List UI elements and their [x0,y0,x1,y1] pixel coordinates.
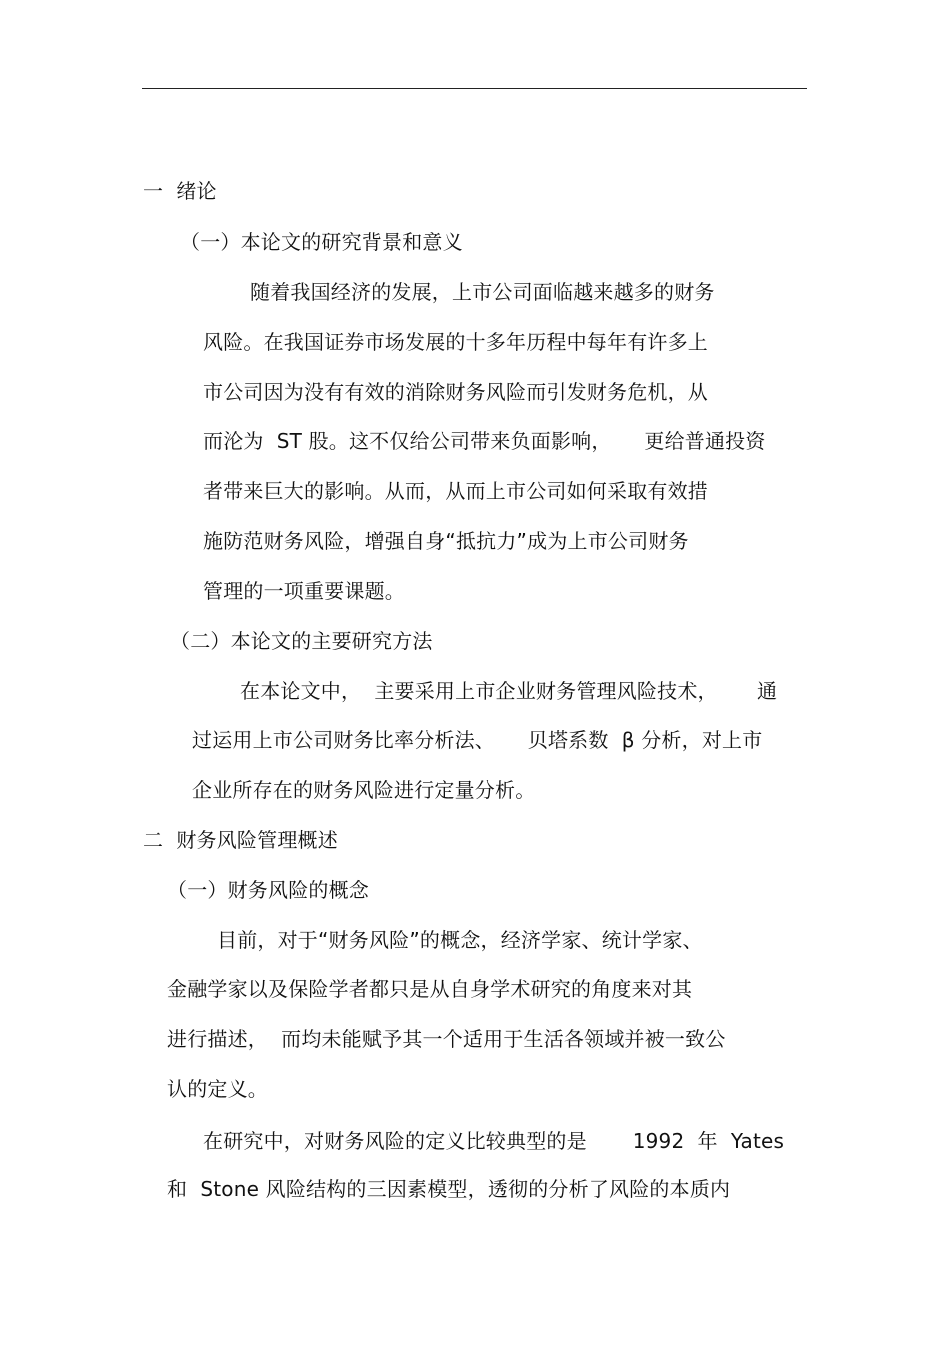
section-heading: 二 财务风险管理概述 [143,828,338,852]
paragraph-line: 管理的一项重要课题。 [203,579,405,603]
paragraph-line: 施防范财务风险，增强自身“抵抗力”成为上市公司财务 [203,529,689,553]
paragraph-line: 过运用上市公司财务比率分析法、 贝塔系数 β 分析，对上市 [192,728,763,752]
paragraph-line: 在本论文中， 主要采用上市企业财务管理风险技术， 通 [240,679,778,703]
paragraph-line: 而沦为 ST 股。这不仅给公司带来负面影响， 更给普通投资 [203,429,766,453]
paragraph-line: 随着我国经济的发展，上市公司面临越来越多的财务 [250,280,715,304]
paragraph-line: 进行描述， 而均未能赋予其一个适用于生活各领域并被一致公 [167,1027,726,1051]
paragraph-line: 企业所存在的财务风险进行定量分析。 [192,778,536,802]
paragraph-line: 金融学家以及保险学者都只是从自身学术研究的角度来对其 [167,977,693,1001]
subsection-heading: （二）本论文的主要研究方法 [170,629,433,653]
paragraph-line: 风险。在我国证券市场发展的十多年历程中每年有许多上 [203,330,708,354]
paragraph-line: 认的定义。 [167,1077,268,1101]
paragraph-line: 者带来巨大的影响。从而，从而上市公司如何采取有效措 [203,479,708,503]
subsection-heading: （一）财务风险的概念 [167,878,369,902]
header-rule [142,88,807,89]
paragraph-line: 在研究中，对财务风险的定义比较典型的是 1992 年 Yates [203,1129,785,1153]
paragraph-line: 目前，对于“财务风险”的概念，经济学家、统计学家、 [217,928,703,952]
section-heading: 一 绪论 [143,179,217,203]
subsection-heading: （一）本论文的研究背景和意义 [180,230,463,254]
paragraph-line: 市公司因为没有有效的消除财务风险而引发财务危机，从 [203,380,708,404]
paragraph-line: 和 Stone 风险结构的三因素模型，透彻的分析了风险的本质内 [167,1177,731,1201]
